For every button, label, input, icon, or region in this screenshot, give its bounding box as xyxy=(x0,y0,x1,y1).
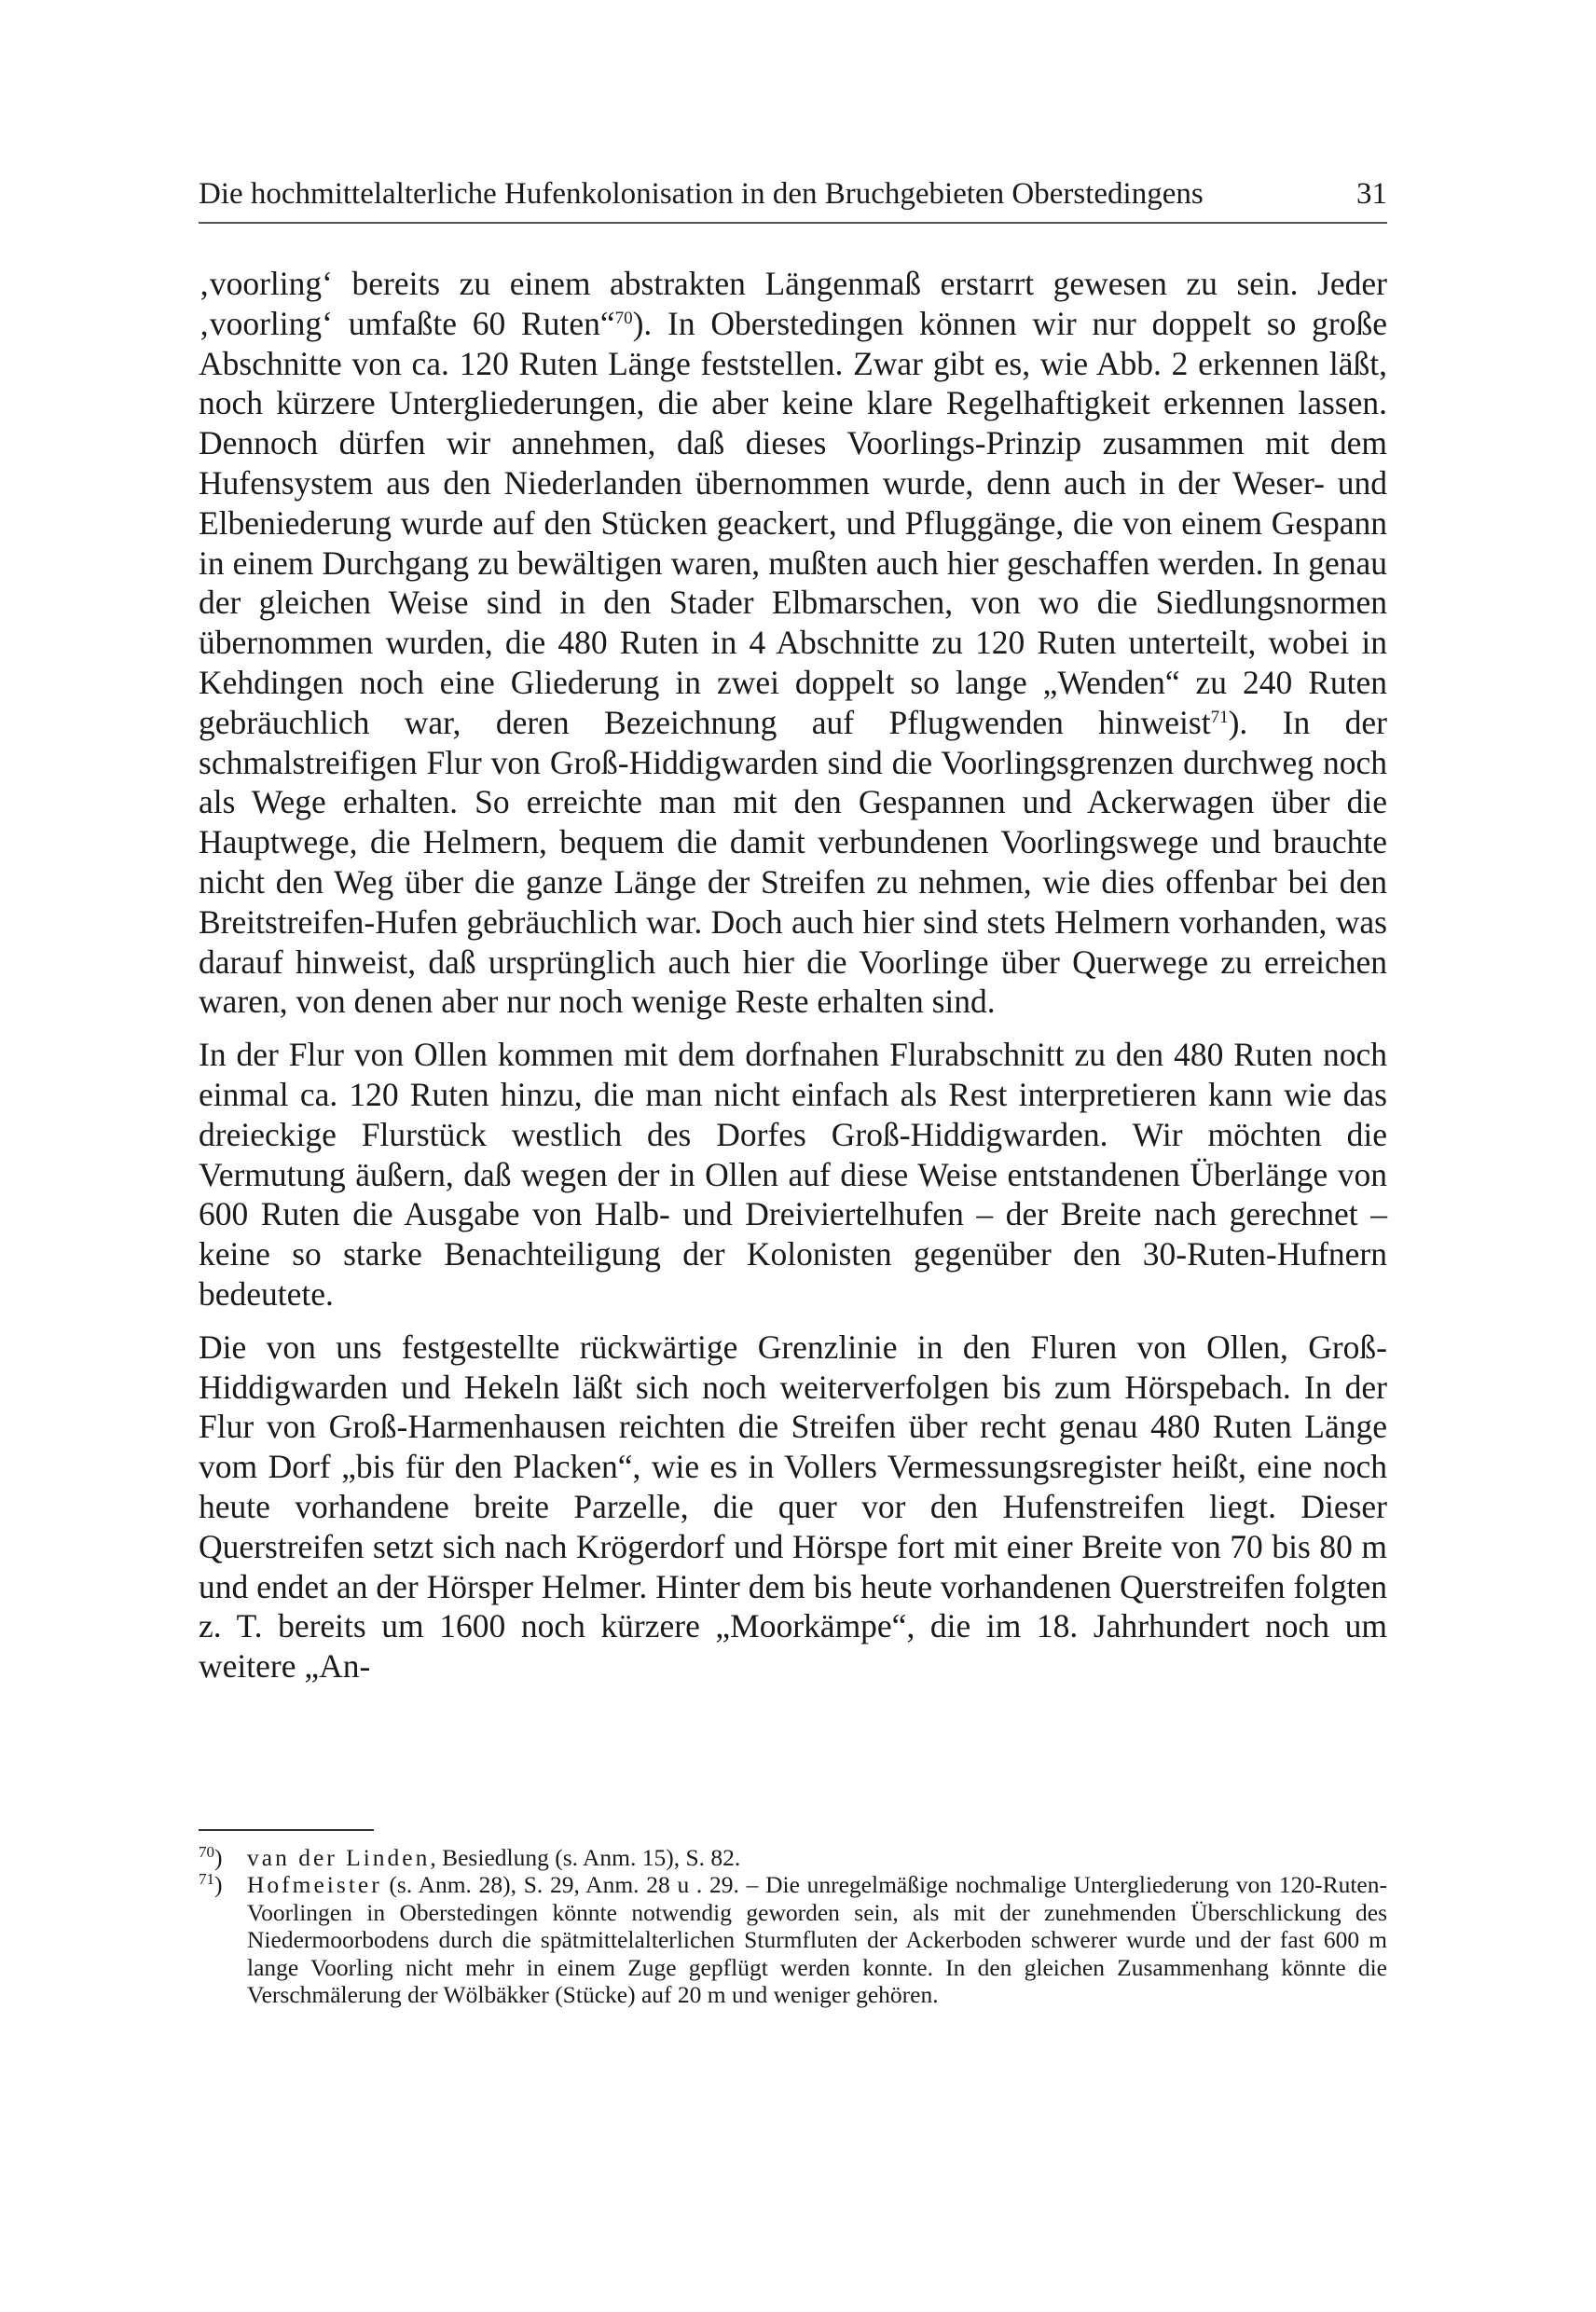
paragraph-1 xyxy=(199,264,1387,1022)
footnote-text xyxy=(247,1844,1387,1871)
footnote-ref-71[interactable]: 71 xyxy=(1210,707,1229,727)
footnote-ref-70[interactable]: 70 xyxy=(614,308,633,328)
footnote-number: 70 xyxy=(199,1843,214,1861)
footnotes xyxy=(199,1844,1387,2008)
page-number: 31 xyxy=(1356,177,1387,211)
footnote-rule xyxy=(199,1829,374,1831)
footnote-body: (s. Anm. 28), S. 29, Anm. 28 u . 29. – Die unregelmäßige nochmalige Untergliederung von 120-Ruten-Voorlingen in Oberstedingen könnte notwendig geworden sein, als mit der zunehmenden Überschlickung des Niedermoorbodens durch die spätmittelalterlichen Sturmfluten der Ackerboden schwerer wurde und der fast 600 m lange Voorling nicht mehr in einem Zuge gepflügt werden konnte. In den gleichen Zusammenhang könnte die Verschmälerung der Wölbäkker (Stücke) auf 20 m und weniger gehören. xyxy=(247,1871,1387,2009)
footnote-marker: $^{70}$) xyxy=(199,1843,223,1871)
running-header-title: Die hochmittelalterliche Hufenkolonisation in den Bruchgebieten Oberstedingens xyxy=(199,177,1204,211)
paragraph-3: Die von uns festgestellte rückwärtige Grenzlinie in den Fluren von Ollen, Groß-Hiddigwarden und Hekeln läßt sich noch weiterverfolgen bis zum Hörspebach. In der Flur von Groß-Harmenhausen reichten die Streifen über recht genau 480 Ruten Länge vom Dorf „bis für den Placken“, wie es in Vollers Vermessungsregister heißt, eine noch heute vorhandene breite Parzelle, die quer vor den Hufenstreifen liegt. Dieser Querstreifen setzt sich nach Krögerdorf und Hörspe fort mit einer Breite von 70 bis 80 m und endet an der Hörsper Helmer. Hinter dem bis heute vorhandenen Querstreifen folgten z. T. bereits um 1600 noch kürzere „Moorkämpe“, die im 18. Jahrhundert noch um weitere „An- xyxy=(199,1328,1387,1686)
footnote-body: , Besiedlung (s. Anm. 15), S. 82. xyxy=(430,1844,741,1871)
body-text xyxy=(199,264,1387,1686)
footnote-author: Hofmeister xyxy=(247,1871,382,1899)
paragraph-1-text-a: ‚voorling‘ bereits zu einem abstrakten Längenmaß erstarrt gewesen zu sein. Jeder ‚voorling‘ umfaßte 60 Ruten“ xyxy=(199,265,1387,342)
running-header xyxy=(199,175,1387,213)
paragraph-2: In der Flur von Ollen kommen mit dem dorfnahen Flurabschnitt zu den 480 Ruten noch einmal ca. 120 Ruten hinzu, die man nicht einfach als Rest interpretieren kann wie das dreieckige Flurstück westlich des Dorfes Groß-Hiddigwarden. Wir möchten die Vermutung äußern, daß wegen der in Ollen auf diese Weise entstandenen Überlänge von 600 Ruten die Ausgabe von Halb- und Dreiviertelhufen – der Breite nach gerechnet – keine so starke Benachteiligung der Kolonisten gegenüber den 30-Ruten-Hufnern bedeutete. xyxy=(199,1036,1387,1313)
paragraph-1-text-b: ). In Oberstedingen können wir nur doppelt so große Abschnitte von ca. 120 Ruten Länge feststellen. Zwar gibt es, wie Abb. 2 erkennen läßt, noch kürzere Untergliederungen, die aber keine klare Regelhaftigkeit erkennen lassen. Dennoch dürfen wir annehmen, daß dieses Voorlings-Prinzip zusammen mit dem Hufensystem aus den Niederlanden übernommen wurde, denn auch in der Weser- und Elbeniederung wurde auf den Stücken geackert, und Pfluggänge, die von einem Gespann in einem Durchgang zu bewältigen waren, mußten auch hier geschaffen werden. In genau der gleichen Weise sind in den Stader Elbmarschen, von wo die Siedlungsnormen übernommen wurden, die 480 Ruten in 4 Abschnitte zu 120 Ruten unterteilt, wobei in Kehdingen noch eine Gliederung in zwei doppelt so lange „Wenden“ zu 240 Ruten gebräuchlich war, deren Bezeichnung auf Pflugwenden hinweist xyxy=(199,304,1387,741)
paragraph-1-text-c: ). In der schmalstreifigen Flur von Groß-Hiddigwarden sind die Voorlingsgrenzen durchweg noch als Wege erhalten. So erreichte man mit den Gespannen und Ackerwagen über die Hauptwege, die Helmern, bequem die damit verbundenen Voorlingswege und brauchte nicht den Weg über die ganze Länge der Streifen zu nehmen, wie dies offenbar bei den Breitstreifen-Hufen gebräuchlich war. Doch auch hier sind stets Helmern vorhanden, was darauf hinweist, daß ursprünglich auch hier die Voorlinge über Querwege zu erreichen waren, von denen aber nur noch wenige Reste erhalten sind. xyxy=(199,703,1387,1021)
footnote-text xyxy=(247,1871,1387,2008)
footnote-71 xyxy=(199,1871,1387,2008)
footnote-70 xyxy=(199,1844,1387,1871)
header-rule xyxy=(199,222,1387,224)
footnote-number: 71 xyxy=(199,1870,214,1889)
footnote-author: van der Linden xyxy=(247,1844,431,1871)
footnote-marker: $^{71}$) xyxy=(199,1870,223,1899)
